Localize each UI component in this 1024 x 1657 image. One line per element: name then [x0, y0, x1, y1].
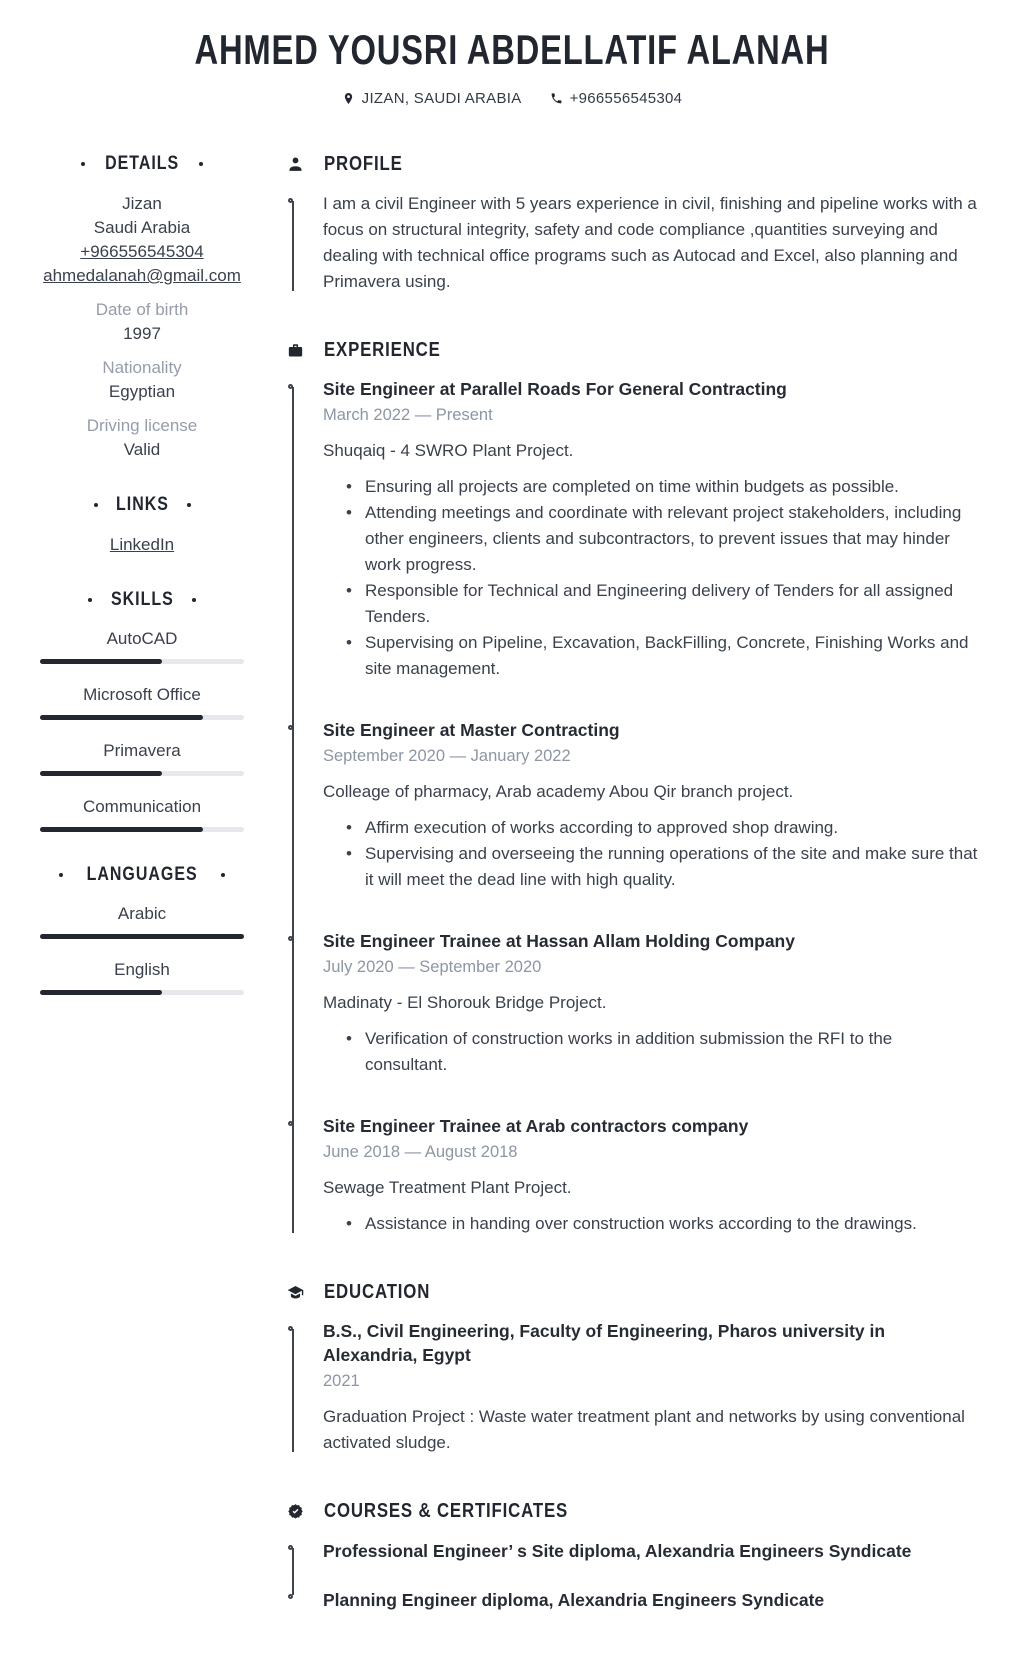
courses-section	[287, 1500, 980, 1613]
skill-item	[40, 796, 244, 832]
header-phone-text: +966556545304	[569, 90, 683, 107]
skill-bar-fill	[40, 715, 203, 720]
job-project: Sewage Treatment Plant Project.	[323, 1178, 572, 1197]
detail-field-value: Egyptian	[108, 382, 176, 401]
details-email-link[interactable]: ahmedalanah@gmail.com	[43, 266, 241, 285]
education-entry	[323, 1319, 980, 1456]
bullet-item: • Supervising on Pipeline, Excavation, BackFilling, Concrete, Finishing Works and site management.	[323, 630, 980, 682]
skill-bar	[40, 827, 244, 832]
degree-title: B.S., Civil Engineering, Faculty of Engineering, Pharos university in Alexandria, Egypt	[323, 1321, 886, 1365]
bullet-marker: •	[346, 633, 352, 652]
sidebar	[40, 153, 244, 1657]
timeline-line	[292, 1548, 294, 1595]
skill-item	[40, 740, 244, 776]
language-bar	[40, 990, 244, 995]
language-name: Arabic	[117, 904, 167, 923]
education-body	[287, 1319, 980, 1456]
job-bullets	[323, 1026, 980, 1078]
skill-name: AutoCAD	[106, 629, 178, 648]
ring-ornament-icon	[59, 873, 63, 877]
detail-field-label: Driving license	[86, 416, 198, 435]
degree-year: 2021	[323, 1372, 360, 1390]
job-bullets	[323, 1211, 980, 1237]
header-phone	[550, 90, 683, 107]
job-title: Site Engineer at Master Contracting	[323, 720, 620, 740]
content-columns	[0, 107, 1024, 1657]
job-title: Site Engineer at Parallel Roads For General Contracting	[323, 379, 787, 399]
certificate-name: Planning Engineer diploma, Alexandria Engineers Syndicate	[323, 1590, 825, 1610]
profile-body	[287, 191, 980, 295]
skill-name: Primavera	[103, 741, 181, 760]
timeline-dot	[288, 936, 293, 941]
skill-name: Microsoft Office	[83, 685, 201, 704]
degree-description: Graduation Project : Waste water treatment plant and networks by using conventional activated sludge.	[323, 1407, 965, 1452]
bullet-item: • Ensuring all projects are completed on time within budgets as possible.	[323, 474, 980, 500]
job-project: Madinaty - El Shorouk Bridge Project.	[323, 993, 607, 1012]
language-item	[40, 959, 244, 995]
bullet-marker: •	[346, 818, 352, 837]
job-dates: July 2020 — September 2020	[323, 958, 542, 976]
certificate-badge-icon	[287, 1503, 304, 1520]
job-dates: September 2020 — January 2022	[323, 747, 571, 765]
header-location	[342, 90, 522, 107]
ring-ornament-icon	[94, 503, 98, 507]
ring-ornament-icon	[88, 598, 92, 602]
profile-heading: PROFILE	[287, 153, 980, 176]
ring-ornament-icon	[192, 598, 196, 602]
job-entry	[323, 718, 980, 893]
bullet-marker: •	[346, 1214, 352, 1233]
language-name: English	[114, 960, 170, 979]
job-dates: March 2022 — Present	[323, 406, 493, 424]
job-title: Site Engineer Trainee at Hassan Allam Holding Company	[323, 931, 795, 951]
details-city: Jizan	[122, 194, 162, 213]
job-project: Shuqaiq - 4 SWRO Plant Project.	[323, 441, 574, 460]
contact-line	[0, 90, 1024, 107]
header	[0, 0, 1024, 107]
ring-ornament-icon	[199, 162, 203, 166]
skill-bar	[40, 771, 244, 776]
detail-field-value: Valid	[123, 440, 161, 459]
skill-name: Communication	[82, 797, 202, 816]
timeline-line	[292, 1329, 294, 1452]
location-pin-icon	[342, 92, 355, 105]
job-entry	[323, 1114, 980, 1237]
main-content	[287, 153, 980, 1657]
bullet-item: • Assistance in handing over construction works according to the drawings.	[323, 1211, 980, 1237]
briefcase-icon	[287, 342, 304, 359]
bullet-marker: •	[346, 1029, 352, 1048]
skill-bar-fill	[40, 827, 203, 832]
certificate-name: Professional Engineer’ s Site diploma, Alexandria Engineers Syndicate	[323, 1541, 912, 1561]
courses-body	[287, 1538, 980, 1613]
job-dates: June 2018 — August 2018	[323, 1143, 518, 1161]
skill-item	[40, 684, 244, 720]
person-icon	[287, 156, 304, 173]
phone-icon	[550, 92, 563, 105]
ring-ornament-icon	[221, 873, 225, 877]
bullet-item: • Responsible for Technical and Engineering delivery of Tenders for all assigned Tenders.	[323, 578, 980, 630]
certificate-entry	[323, 1538, 980, 1564]
job-entry	[323, 377, 980, 682]
detail-field-label: Date of birth	[95, 300, 189, 319]
bullet-marker: •	[346, 581, 352, 600]
timeline-dot	[288, 1326, 293, 1331]
details-country: Saudi Arabia	[93, 218, 191, 237]
timeline-dot	[288, 198, 293, 203]
experience-section	[287, 339, 980, 1237]
job-bullets	[323, 474, 980, 682]
skill-bar	[40, 659, 244, 664]
bullet-marker: •	[346, 477, 352, 496]
profile-section	[287, 153, 980, 295]
language-bar-fill	[40, 990, 162, 995]
timeline-dot	[288, 1121, 293, 1126]
job-entry	[323, 929, 980, 1078]
skill-bar	[40, 715, 244, 720]
timeline-dot	[288, 1594, 293, 1599]
timeline-dot	[288, 384, 293, 389]
education-heading: EDUCATION	[287, 1281, 980, 1304]
bullet-item: • Affirm execution of works according to approved shop drawing.	[323, 815, 980, 841]
timeline-dot	[288, 1545, 293, 1550]
graduation-cap-icon	[287, 1284, 304, 1301]
detail-field-label: Nationality	[102, 358, 182, 377]
timeline-line	[292, 387, 294, 1233]
language-item	[40, 903, 244, 939]
skill-item	[40, 628, 244, 664]
detail-field-value: 1997	[123, 324, 161, 343]
education-section	[287, 1281, 980, 1456]
language-bar-fill	[40, 934, 244, 939]
bullet-item: • Supervising and overseeing the running operations of the site and make sure that it will meet the dead line with high quality.	[323, 841, 980, 893]
header-location-text: JIZAN, SAUDI ARABIA	[361, 90, 522, 107]
bullet-item: • Attending meetings and coordinate with relevant project stakeholders, including other engineers, clients and subcontractors, to prevent issues that may hinder work progress.	[323, 500, 980, 578]
details-section	[40, 153, 244, 462]
details-heading: DETAILS	[40, 153, 244, 175]
skill-bar-fill	[40, 771, 162, 776]
skill-bar-fill	[40, 659, 162, 664]
job-title: Site Engineer Trainee at Arab contractors company	[323, 1116, 749, 1136]
skills-heading: SKILLS	[40, 589, 244, 611]
courses-heading: COURSES & CERTIFICATES	[287, 1500, 980, 1523]
ring-ornament-icon	[81, 162, 85, 166]
bullet-item: • Verification of construction works in addition submission the RFI to the consultant.	[323, 1026, 980, 1078]
profile-text: I am a civil Engineer with 5 years experience in civil, finishing and pipeline works with a focus on structural integrity, safety and code compliance ,quantities surveying and dealing with technical office programs such as Autocad and Excel, also planning and Primavera using.	[323, 194, 977, 291]
certificate-entry	[323, 1587, 980, 1613]
links-section	[40, 494, 244, 557]
ring-ornament-icon	[187, 503, 191, 507]
experience-heading: EXPERIENCE	[287, 339, 980, 362]
bullet-marker: •	[346, 844, 352, 863]
timeline-dot	[288, 725, 293, 730]
links-heading: LINKS	[40, 494, 244, 516]
linkedin-link[interactable]: LinkedIn	[109, 535, 175, 554]
languages-section	[40, 864, 244, 995]
page-title: AHMED YOUSRI ABDELLATIF ALANAH	[194, 26, 830, 73]
details-phone-link[interactable]: +966556545304	[80, 242, 204, 261]
job-project: Colleage of pharmacy, Arab academy Abou Qir branch project.	[323, 782, 794, 801]
language-bar	[40, 934, 244, 939]
experience-body	[287, 377, 980, 1237]
timeline-line	[292, 201, 294, 291]
skills-section	[40, 589, 244, 832]
bullet-marker: •	[346, 503, 352, 522]
job-bullets	[323, 815, 980, 893]
languages-heading: LANGUAGES	[40, 864, 244, 886]
